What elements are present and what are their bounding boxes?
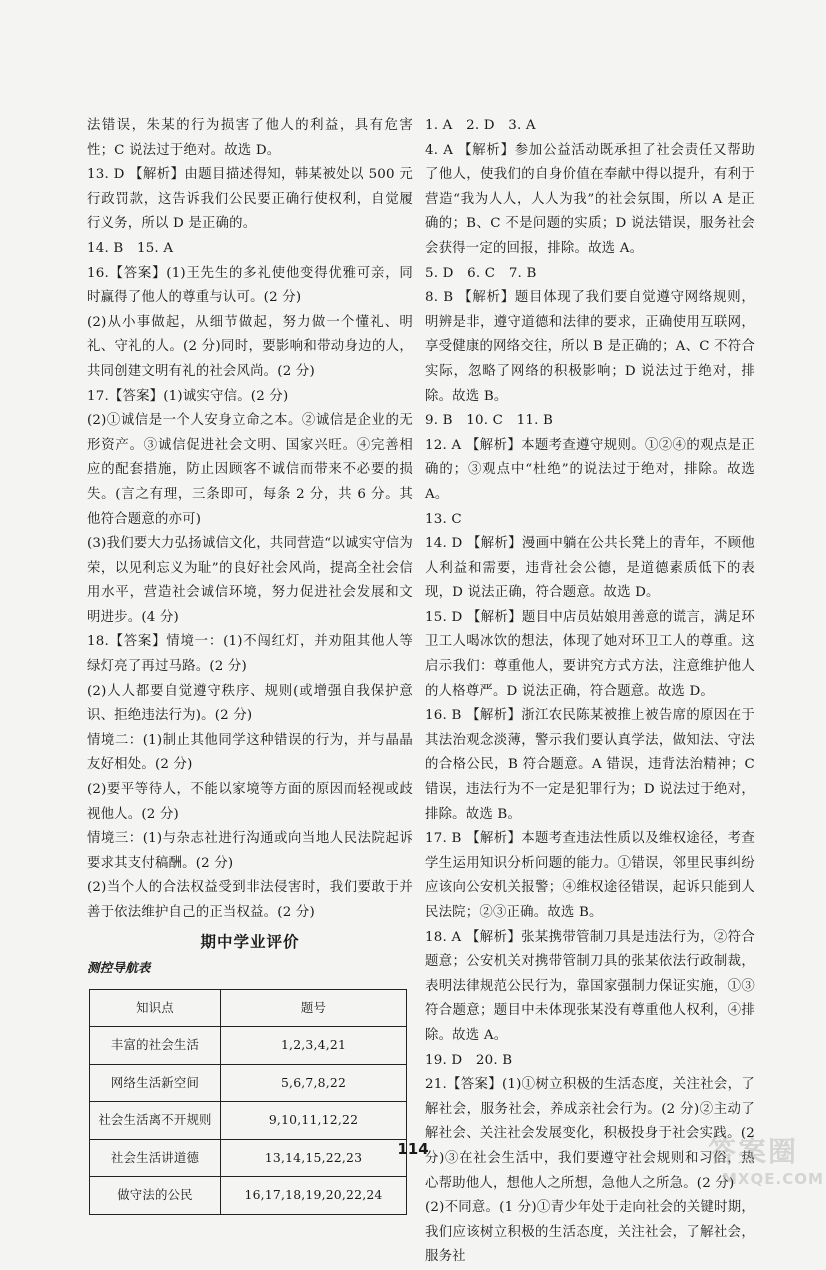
table-cell-knowledge: 丰富的社会生活: [90, 1027, 221, 1065]
table-cell-knowledge: 社会生活讲道德: [90, 1139, 221, 1177]
answer-paragraph: 21.【答案】(1)①树立积极的生活态度，关注社会，了解社会，服务社会，养成亲社会行为。(2 分)②主动了解社会、关注社会发展变化，积极投身于社会实践。(2 分)③在社会生活中，我们要遵守社会规则和习俗，热心帮助他人，想他人之所想，急他人之所急。(2 分): [425, 1077, 755, 1191]
watermark-logo: [700, 1130, 824, 1192]
answer-paragraph: 19. D 20. B: [425, 1052, 513, 1068]
page-number: 114: [397, 1140, 429, 1158]
answer-paragraph: 4. A 【解析】参加公益活动既承担了社会责任又帮助了他人，使我们的自身价值在奉献中得以提升，有利于营造“我为人人，人人为我”的社会氛围，所以 A 是正确的；B、C 不是问题的实质；D 说法错误，服务社会会获得一定的回报，排除。故选 A。: [425, 142, 755, 256]
answer-paragraph: 8. B 【解析】题目体现了我们要自觉遵守网络规则，明辨是非，遵守道德和法律的要求，正确使用互联网，享受健康的网络交往，所以 B 是正确的；A、C 不符合实际，忽略了网络的积极影响；D 说法过于绝对，排除。故选 B。: [425, 290, 755, 404]
section-title: 期中学业评价: [200, 932, 300, 951]
table-cell-knowledge: 网络生活新空间: [90, 1064, 221, 1102]
table-header-question-number: 题号: [221, 989, 407, 1027]
answer-paragraph: (2)①诚信是一个人安身立命之本。②诚信是企业的无形资产。③诚信促进社会文明、国家兴旺。④完善相应的配套措施，防止因顾客不诚信而带来不必要的损失。(言之有理，三条即可，每条 2 分，共 6 分。其他符合题意的亦可): [87, 413, 413, 527]
left-column: [87, 114, 413, 1215]
answer-paragraph: (2)不同意。(1 分)①青少年处于走向社会的关键时期，我们应该树立积极的生活态度，关注社会，了解社会，服务社: [425, 1200, 755, 1265]
answer-paragraph: (2)人人都要自觉遵守秩序、规则(或增强自我保护意识、拒绝违法行为)。(2 分): [87, 683, 413, 724]
table-row: [90, 1027, 407, 1065]
navigation-table: [89, 989, 407, 1215]
answer-paragraph: 14. B 15. A: [87, 240, 174, 256]
answer-paragraph: 18.【答案】情境一：(1)不闯红灯，并劝阻其他人等绿灯亮了再过马路。(2 分): [87, 634, 413, 675]
answer-paragraph: 15. D 【解析】题目中店员姑娘用善意的谎言，满足环卫工人喝冰饮的想法，体现了她对环卫工人的尊重。这启示我们：尊重他人，要讲究方式方法，注意维护他人的人格尊严。D 说法正确，符合题意。故选 D。: [425, 609, 755, 699]
answer-paragraph: (3)我们要大力弘扬诚信文化，共同营造“以诚实守信为荣，以见利忘义为耻”的良好社会风尚，提高全社会信用水平，营造社会诚信环境，努力促进社会发展和文明进步。(4 分): [87, 536, 413, 625]
answer-paragraph: 13. C: [425, 511, 462, 527]
table-cell-questions: 9,10,11,12,22: [221, 1102, 407, 1140]
answer-paragraph: (2)从小事做起，从细节做起，努力做一个懂礼、明礼、守礼的人。(2 分)同时，要影响和带动身边的人，共同创建文明有礼的社会风尚。(2 分): [87, 314, 413, 379]
table-cell-knowledge: 社会生活离不开规则: [90, 1102, 221, 1140]
watermark-text: 答案圈: [708, 1135, 799, 1168]
table-header-knowledge: 知识点: [90, 989, 221, 1027]
answer-paragraph: 13. D 【解析】由题目描述得知，韩某被处以 500 元行政罚款，这告诉我们公民要正确行使权利，自觉履行义务，所以 D 是正确的。: [87, 167, 413, 232]
table-cell-questions: 1,2,3,4,21: [221, 1027, 407, 1065]
table-cell-questions: 13,14,15,22,23: [221, 1139, 407, 1177]
answer-paragraph: 情境三：(1)与杂志社进行沟通或向当地人民法院起诉要求其支付稿酬。(2 分): [87, 831, 413, 871]
right-column: [425, 114, 755, 1270]
answer-paragraph: 17.【答案】(1)诚实守信。(2 分): [87, 388, 289, 404]
table-cell-knowledge: 做守法的公民: [90, 1177, 221, 1215]
answer-paragraph: (2)当个人的合法权益受到非法侵害时，我们要敢于并善于依法维护自己的正当权益。(2 分): [87, 880, 413, 920]
answer-paragraph: (2)要平等待人，不能以家境等方面的原因而轻视或歧视他人。(2 分): [87, 782, 413, 822]
table-row: [90, 1177, 407, 1215]
table-header-row: [90, 989, 407, 1027]
answer-paragraph: 14. D 【解析】漫画中躺在公共长凳上的青年，不顾他人利益和需要，违背社会公德，是道德素质低下的表现，D 说法正确，符合题意。故选 D。: [425, 536, 755, 601]
answer-paragraph: 9. B 10. C 11. B: [425, 413, 554, 429]
answer-paragraph: 1. A 2. D 3. A: [425, 118, 536, 133]
table-cell-questions: 16,17,18,19,20,22,24: [221, 1177, 407, 1215]
answer-paragraph: 16.【答案】(1)王先生的多礼使他变得优雅可亲，同时赢得了他人的尊重与认可。(2 分): [87, 265, 413, 306]
answer-paragraph: 17. B 【解析】本题考查违法性质以及维权途径，考查学生运用知识分析问题的能力。①错误，邻里民事纠纷应该向公安机关报警；④维权途径错误，起诉只能到人民法院；②③正确。故选 B。: [425, 831, 755, 920]
answer-paragraph: 16. B 【解析】浙江农民陈某被推上被告席的原因在于其法治观念淡薄，警示我们要认真学法，做知法、守法的合格公民，B 符合题意。A 错误，违背法治精神；C 错误，违法行为不一定是犯罪行为；D 说法过于绝对，排除。故选 B。: [425, 708, 755, 822]
answer-paragraph: 法错误，朱某的行为损害了他人的利益，具有危害性；C 说法过于绝对。故选 D。: [87, 118, 413, 158]
watermark-url: MXQE.COM: [722, 1170, 824, 1188]
answer-paragraph: 情境二：(1)制止其他同学这种错误的行为，并与晶晶友好相处。(2 分): [87, 732, 413, 773]
answer-paragraph: 5. D 6. C 7. B: [425, 265, 537, 281]
answer-paragraph: 18. A 【解析】张某携带管制刀具是违法行为，②符合题意；公安机关对携带管制刀具的张某依法行政制裁，表明法律规范公民行为，靠国家强制力保证实施，①③符合题意；题目中未体现张某没有尊重他人权利，④排除。故选 A。: [425, 929, 755, 1043]
table-cell-questions: 5,6,7,8,22: [221, 1064, 407, 1102]
nav-table-label: 测控导航表: [87, 960, 151, 976]
answer-paragraph: 12. A 【解析】本题考查遵守规则。①②④的观点是正确的；③观点中“杜绝”的说法过于绝对，排除。故选 A。: [425, 437, 755, 502]
table-row: [90, 1064, 407, 1102]
table-row: [90, 1102, 407, 1140]
